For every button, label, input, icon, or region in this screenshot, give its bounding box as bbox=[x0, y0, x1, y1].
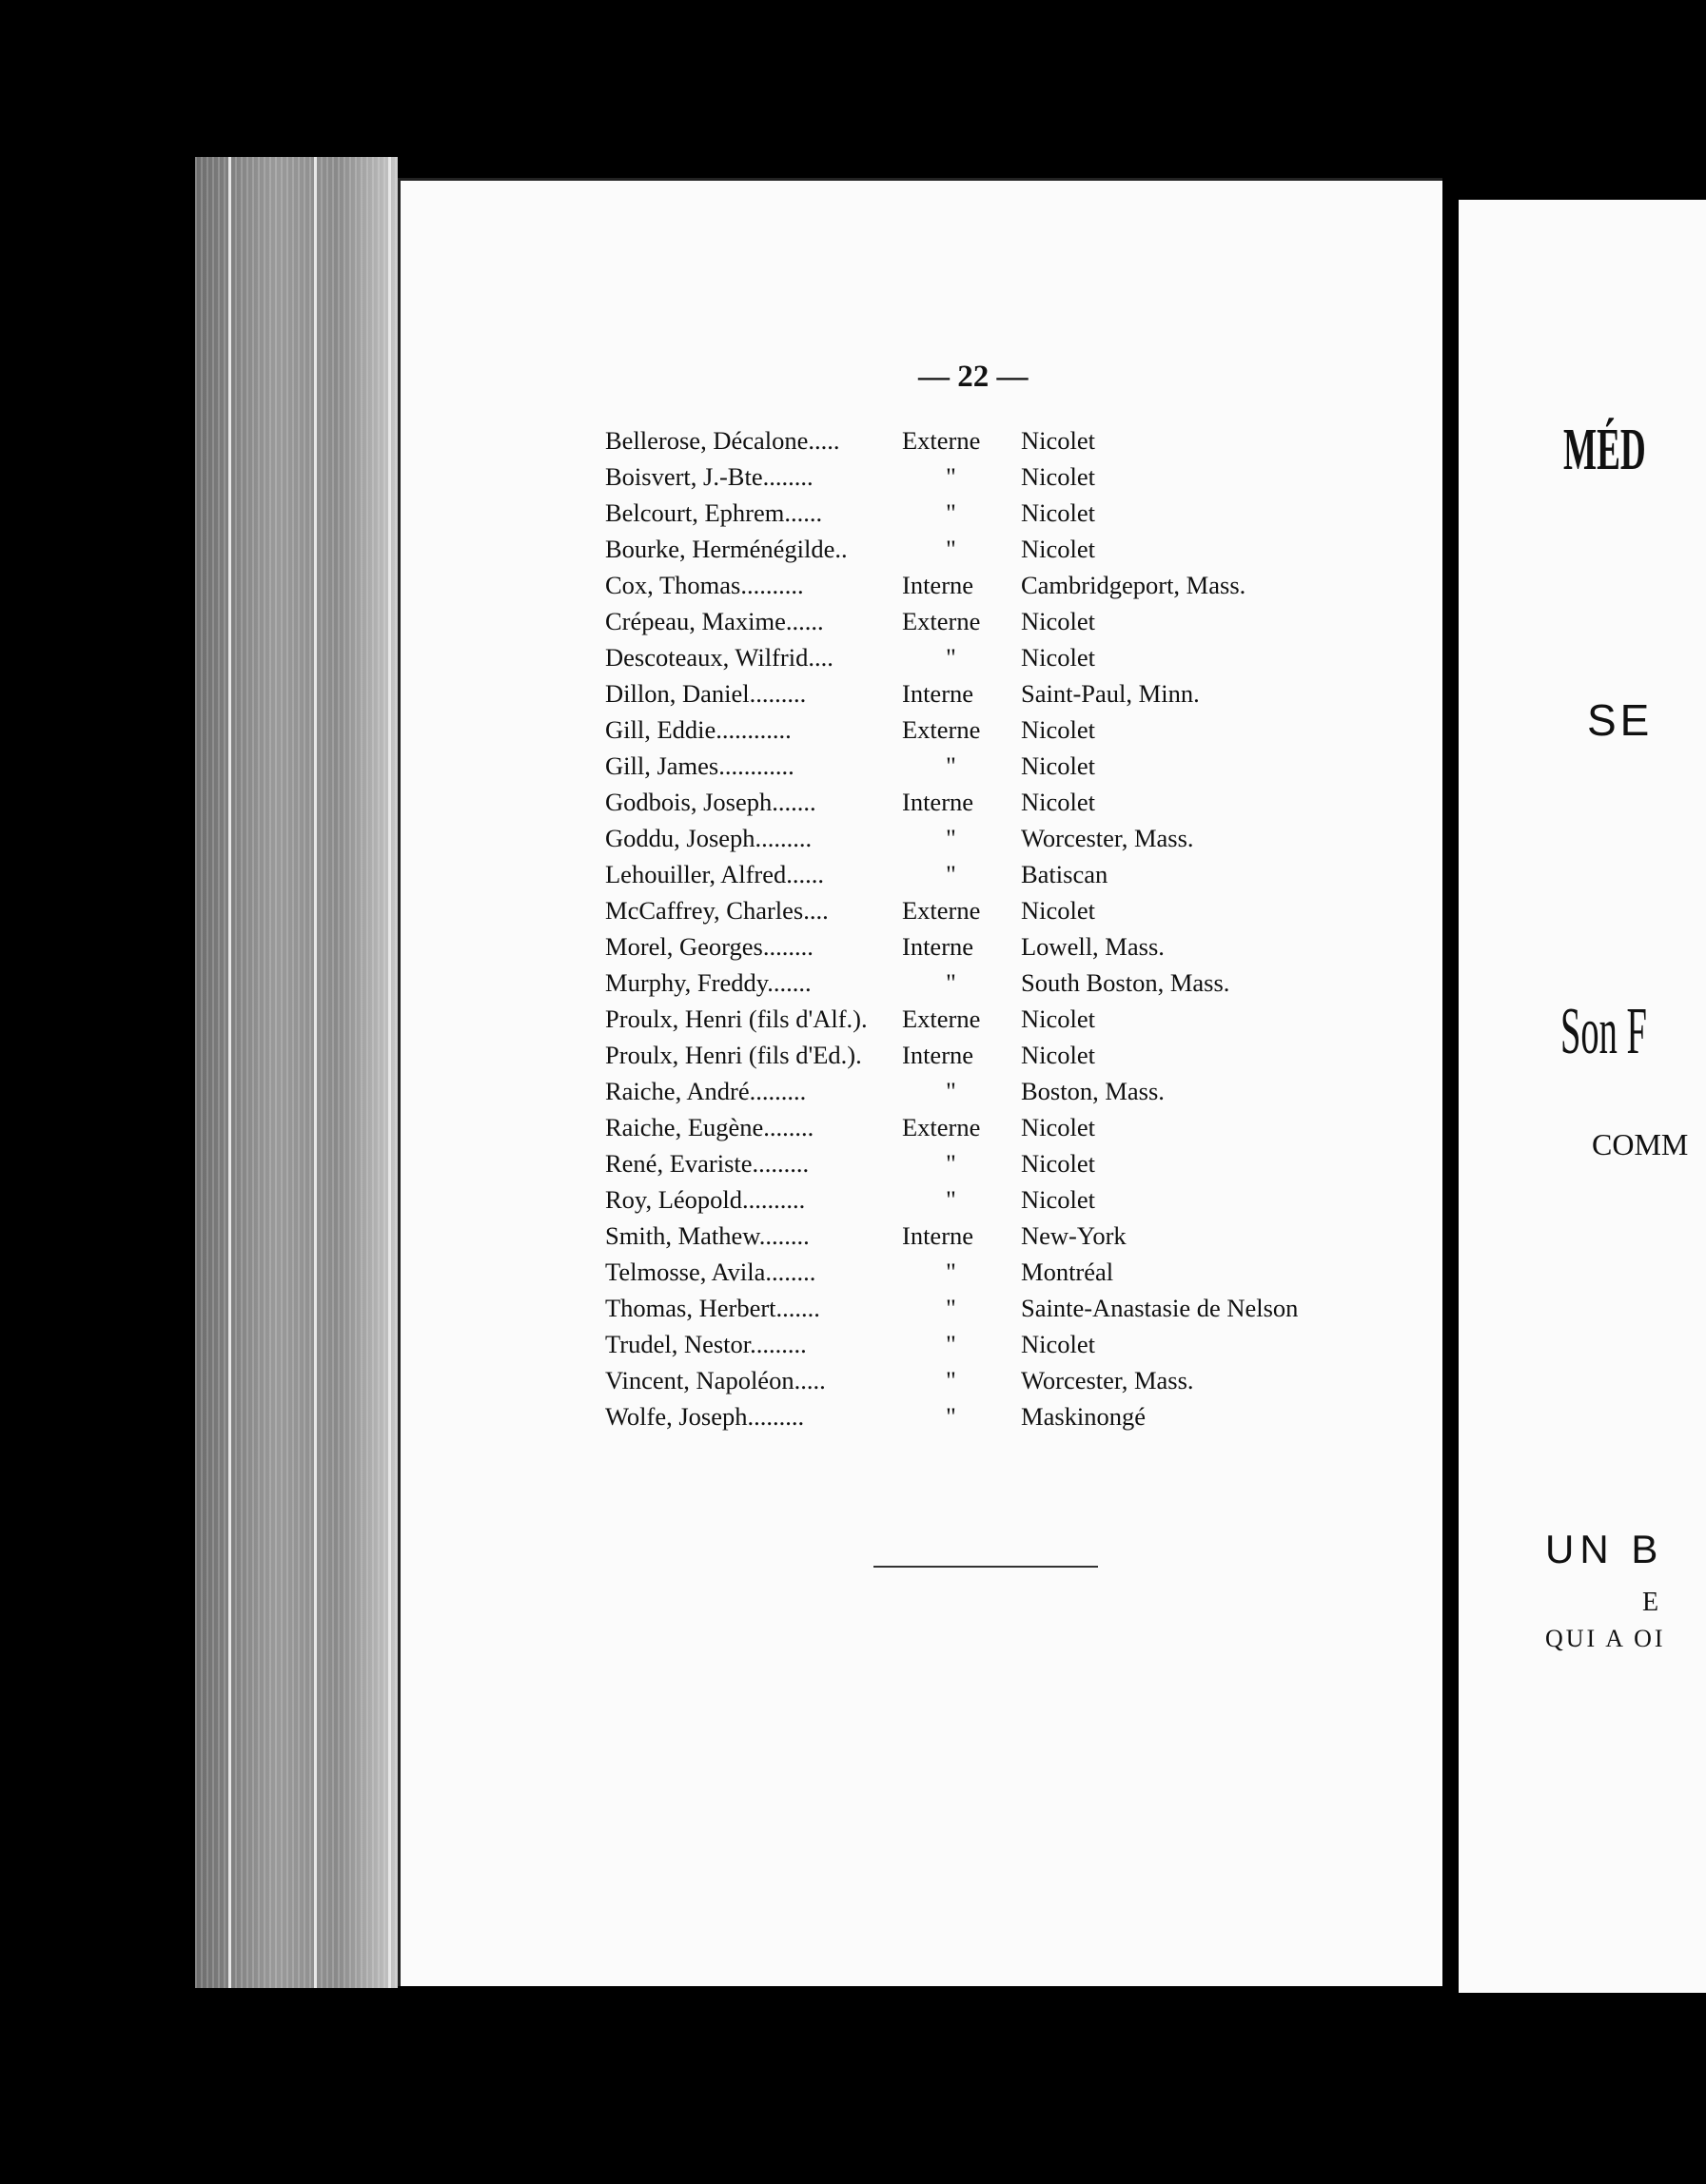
student-status: " bbox=[946, 1149, 956, 1178]
roster-row bbox=[605, 1402, 1366, 1438]
student-place: Nicolet bbox=[1021, 788, 1095, 816]
student-place: Nicolet bbox=[1021, 896, 1095, 925]
student-name: Wolfe, Joseph......... bbox=[605, 1402, 805, 1431]
page-edge-line bbox=[314, 157, 317, 1988]
roster-row bbox=[605, 535, 1366, 571]
right-page-line: COMM bbox=[1592, 1127, 1689, 1161]
student-place: Nicolet bbox=[1021, 462, 1095, 491]
student-status: Interne bbox=[902, 679, 974, 708]
student-place: Lowell, Mass. bbox=[1021, 932, 1165, 961]
student-status: Externe bbox=[902, 607, 981, 635]
student-status: " bbox=[946, 751, 956, 780]
divider-rule bbox=[873, 1566, 1098, 1568]
student-name: Raiche, Eugène........ bbox=[605, 1113, 814, 1141]
student-name: Gill, James............ bbox=[605, 751, 794, 780]
student-name: Vincent, Napoléon..... bbox=[605, 1366, 826, 1394]
student-name: Boisvert, J.-Bte........ bbox=[605, 462, 814, 491]
roster-row bbox=[605, 860, 1366, 896]
student-place: Cambridgeport, Mass. bbox=[1021, 571, 1246, 599]
student-name: Bellerose, Décalone..... bbox=[605, 426, 840, 455]
student-name: Murphy, Freddy....... bbox=[605, 968, 812, 997]
roster-row bbox=[605, 679, 1366, 715]
right-page-line: QUI A OI bbox=[1545, 1625, 1666, 1652]
roster-row bbox=[605, 498, 1366, 535]
student-status: " bbox=[946, 643, 956, 672]
right-page-heading: MÉD bbox=[1563, 418, 1646, 482]
student-status: Externe bbox=[902, 1113, 981, 1141]
page-number: — 22 — bbox=[918, 360, 1029, 394]
roster-row bbox=[605, 1221, 1366, 1258]
student-status: " bbox=[946, 1402, 956, 1431]
roster-row bbox=[605, 824, 1366, 860]
student-status: " bbox=[946, 1077, 956, 1105]
student-name: Proulx, Henri (fils d'Alf.). bbox=[605, 1004, 868, 1033]
student-place: Montréal bbox=[1021, 1258, 1114, 1286]
roster-row bbox=[605, 571, 1366, 607]
student-place: Nicolet bbox=[1021, 643, 1095, 672]
roster-row bbox=[605, 751, 1366, 788]
student-place: Nicolet bbox=[1021, 1004, 1095, 1033]
student-place: Nicolet bbox=[1021, 1113, 1095, 1141]
roster-row bbox=[605, 1041, 1366, 1077]
student-place: Worcester, Mass. bbox=[1021, 1366, 1194, 1394]
student-status: Interne bbox=[902, 571, 974, 599]
student-place: Nicolet bbox=[1021, 715, 1095, 744]
student-status: " bbox=[946, 498, 956, 527]
student-status: " bbox=[946, 1294, 956, 1322]
roster-row bbox=[605, 968, 1366, 1004]
student-place: Nicolet bbox=[1021, 535, 1095, 563]
student-place: Boston, Mass. bbox=[1021, 1077, 1165, 1105]
student-name: Goddu, Joseph......... bbox=[605, 824, 813, 852]
student-status: " bbox=[946, 1185, 956, 1214]
student-name: Dillon, Daniel......... bbox=[605, 679, 807, 708]
roster-row bbox=[605, 1330, 1366, 1366]
student-status: Interne bbox=[902, 1221, 974, 1250]
roster-row bbox=[605, 1077, 1366, 1113]
student-name: Thomas, Herbert....... bbox=[605, 1294, 820, 1322]
right-page-line: E bbox=[1642, 1588, 1659, 1617]
student-name: René, Evariste......... bbox=[605, 1149, 810, 1178]
student-place: Nicolet bbox=[1021, 1149, 1095, 1178]
roster-row bbox=[605, 1149, 1366, 1185]
student-name: McCaffrey, Charles.... bbox=[605, 896, 829, 925]
student-place: Nicolet bbox=[1021, 1330, 1095, 1358]
student-place: Saint-Paul, Minn. bbox=[1021, 679, 1200, 708]
student-name: Lehouiller, Alfred...... bbox=[605, 860, 825, 888]
roster-row bbox=[605, 462, 1366, 498]
student-status: " bbox=[946, 1258, 956, 1286]
right-page-line: SE bbox=[1587, 695, 1654, 745]
book-page-edges bbox=[195, 157, 398, 1988]
student-name: Descoteaux, Wilfrid.... bbox=[605, 643, 833, 672]
student-place: Nicolet bbox=[1021, 751, 1095, 780]
student-name: Belcourt, Ephrem...... bbox=[605, 498, 823, 527]
roster-row bbox=[605, 788, 1366, 824]
student-name: Trudel, Nestor......... bbox=[605, 1330, 807, 1358]
roster-row bbox=[605, 1294, 1366, 1330]
student-roster bbox=[605, 426, 1366, 1438]
page-edge-line bbox=[388, 157, 391, 1988]
student-status: Externe bbox=[902, 1004, 981, 1033]
student-place: Nicolet bbox=[1021, 498, 1095, 527]
student-status: " bbox=[946, 462, 956, 491]
student-status: " bbox=[946, 968, 956, 997]
student-place: Batiscan bbox=[1021, 860, 1108, 888]
student-name: Gill, Eddie............ bbox=[605, 715, 792, 744]
student-name: Bourke, Herménégilde.. bbox=[605, 535, 848, 563]
student-name: Proulx, Henri (fils d'Ed.). bbox=[605, 1041, 862, 1069]
roster-row bbox=[605, 1185, 1366, 1221]
student-name: Cox, Thomas.......... bbox=[605, 571, 804, 599]
page-edge-line bbox=[228, 157, 231, 1988]
roster-row bbox=[605, 1366, 1366, 1402]
student-status: " bbox=[946, 535, 956, 563]
student-name: Godbois, Joseph....... bbox=[605, 788, 816, 816]
roster-row bbox=[605, 896, 1366, 932]
student-place: Nicolet bbox=[1021, 607, 1095, 635]
student-name: Telmosse, Avila........ bbox=[605, 1258, 816, 1286]
student-name: Morel, Georges........ bbox=[605, 932, 814, 961]
right-page-line: Son F bbox=[1560, 995, 1647, 1068]
student-status: Interne bbox=[902, 932, 974, 961]
student-status: Externe bbox=[902, 896, 981, 925]
student-name: Raiche, André......... bbox=[605, 1077, 807, 1105]
student-place: Sainte-Anastasie de Nelson bbox=[1021, 1294, 1299, 1322]
student-place: South Boston, Mass. bbox=[1021, 968, 1230, 997]
student-status: Externe bbox=[902, 715, 981, 744]
student-status: Interne bbox=[902, 788, 974, 816]
student-status: Interne bbox=[902, 1041, 974, 1069]
student-place: Nicolet bbox=[1021, 1041, 1095, 1069]
roster-row bbox=[605, 426, 1366, 462]
student-name: Smith, Mathew........ bbox=[605, 1221, 810, 1250]
student-status: " bbox=[946, 1366, 956, 1394]
student-status: " bbox=[946, 824, 956, 852]
student-status: Externe bbox=[902, 426, 981, 455]
student-place: Worcester, Mass. bbox=[1021, 824, 1194, 852]
student-place: Nicolet bbox=[1021, 1185, 1095, 1214]
student-place: Nicolet bbox=[1021, 426, 1095, 455]
student-name: Crépeau, Maxime...... bbox=[605, 607, 824, 635]
roster-row bbox=[605, 1004, 1366, 1041]
roster-row bbox=[605, 932, 1366, 968]
roster-row bbox=[605, 1258, 1366, 1294]
student-place: Maskinongé bbox=[1021, 1402, 1147, 1431]
student-status: " bbox=[946, 1330, 956, 1358]
student-place: New-York bbox=[1021, 1221, 1127, 1250]
roster-row bbox=[605, 643, 1366, 679]
roster-row bbox=[605, 607, 1366, 643]
right-page-line: UN B bbox=[1545, 1527, 1664, 1571]
student-status: " bbox=[946, 860, 956, 888]
student-name: Roy, Léopold.......... bbox=[605, 1185, 806, 1214]
roster-row bbox=[605, 1113, 1366, 1149]
roster-row bbox=[605, 715, 1366, 751]
